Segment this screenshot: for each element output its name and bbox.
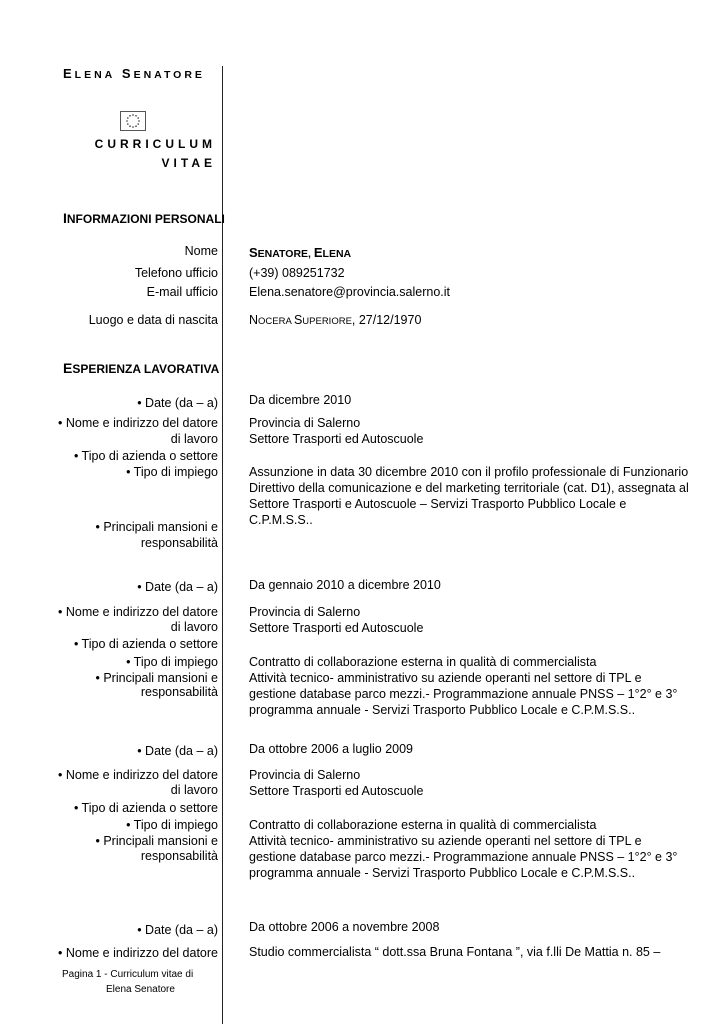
label-duties: • Principali mansioni e — [95, 520, 218, 534]
entry1-job-type: Assunzione in data 30 dicembre 2010 con il profilo professionale di Funzionario Direttivo della comunicazione e del marketing territoriale (cat. D1), assegnata al Settore Trasporti e Autoscuole – Servizi Trasporto Pubblico Locale e C.P.M.S.S.. — [249, 465, 689, 527]
value-email: Elena.senatore@provincia.salerno.it — [249, 285, 450, 299]
entry2-date: Da gennaio 2010 a dicembre 2010 — [249, 578, 441, 592]
label-sector: • Tipo di azienda o settore — [73, 637, 218, 651]
section-personal-info: INFORMAZIONI PERSONALI — [63, 210, 225, 226]
entry3-employer: Provincia di Salerno — [249, 768, 361, 782]
label-employer: • Nome e indirizzo del datore — [57, 946, 218, 960]
label-date: • Date (da – a) — [137, 396, 218, 410]
label-sector: • Tipo di azienda o settore — [73, 449, 218, 463]
label-duties-2: responsabilità — [140, 685, 218, 699]
entry4-date: Da ottobre 2006 a novembre 2008 — [249, 920, 440, 934]
entry1-employer: Provincia di Salerno — [249, 416, 361, 430]
entry3-sector: Settore Trasporti ed Autoscuole — [249, 784, 424, 798]
label-duties-2: responsabilità — [140, 536, 218, 550]
label-employer-2: di lavoro — [170, 432, 218, 446]
label-employer-2: di lavoro — [170, 783, 218, 797]
entry1-sector: Settore Trasporti ed Autoscuole — [249, 432, 424, 446]
label-duties: • Principali mansioni e — [95, 671, 218, 685]
entry3-duties: Attività tecnico- amministrativo su aziende operanti nel settore di TPL e gestione database parco mezzi.- Programmazione annuale PNSS – 1°2° e 3° programma annuale - Servizi Trasporto Pubblico Locale e C.P.M.S.S.. — [249, 834, 678, 880]
label-telefono: Telefono ufficio — [134, 266, 218, 280]
value-nome: SENATORE, ELENA — [249, 245, 352, 260]
page-footer — [62, 967, 193, 997]
label-sector: • Tipo di azienda o settore — [73, 801, 218, 815]
entry1-date: Da dicembre 2010 — [249, 393, 352, 407]
label-duties: • Principali mansioni e — [95, 834, 218, 848]
label-nascita: Luogo e data di nascita — [88, 313, 218, 327]
section-experience: ESPERIENZA LAVORATIVA — [63, 360, 220, 376]
cv-title-line1: CURRICULUM — [94, 137, 216, 151]
label-date: • Date (da – a) — [137, 923, 218, 937]
footer-line1: Pagina 1 - Curriculum vitae di — [62, 969, 194, 980]
label-employer: • Nome e indirizzo del datore — [57, 416, 218, 430]
entry2-employer: Provincia di Salerno — [249, 605, 361, 619]
label-employer: • Nome e indirizzo del datore — [57, 605, 218, 619]
footer-line2: Elena Senatore — [106, 984, 175, 995]
label-employer: • Nome e indirizzo del datore — [57, 768, 218, 782]
entry2-duties: Attività tecnico- amministrativo su aziende operanti nel settore di TPL e gestione database parco mezzi.- Programmazione annuale PNSS – 1°2° e 3° programma annuale - Servizi Trasporto Pubblico Locale e C.P.M.S.S.. — [249, 671, 678, 717]
label-date: • Date (da – a) — [137, 580, 218, 594]
eu-flag-icon — [120, 111, 146, 131]
label-job-type: • Tipo di impiego — [126, 465, 218, 479]
entry3-date: Da ottobre 2006 a luglio 2009 — [249, 742, 414, 756]
label-job-type: • Tipo di impiego — [126, 818, 218, 832]
label-employer-2: di lavoro — [170, 620, 218, 634]
label-job-type: • Tipo di impiego — [126, 655, 218, 669]
label-email: E-mail ufficio — [146, 285, 218, 299]
entry2-job-type: Contratto di collaborazione esterna in qualità di commercialista — [249, 655, 597, 669]
entry3-job-type: Contratto di collaborazione esterna in qualità di commercialista — [249, 818, 597, 832]
value-nascita: NOCERA SUPERIORE, 27/12/1970 — [249, 313, 422, 327]
entry4-employer: Studio commercialista “ dott.ssa Bruna Fontana ”, via f.lli De Mattia n. 85 – — [249, 945, 661, 959]
value-telefono: (+39) 089251732 — [249, 266, 345, 280]
label-duties-2: responsabilità — [140, 849, 218, 863]
entry2-sector: Settore Trasporti ed Autoscuole — [249, 621, 424, 635]
label-date: • Date (da – a) — [137, 744, 218, 758]
label-nome: Nome — [184, 244, 218, 258]
cv-title-line2: VITAE — [161, 156, 216, 170]
cv-title — [95, 135, 216, 173]
cv-owner-name: ELENA SENATORE — [63, 66, 205, 81]
